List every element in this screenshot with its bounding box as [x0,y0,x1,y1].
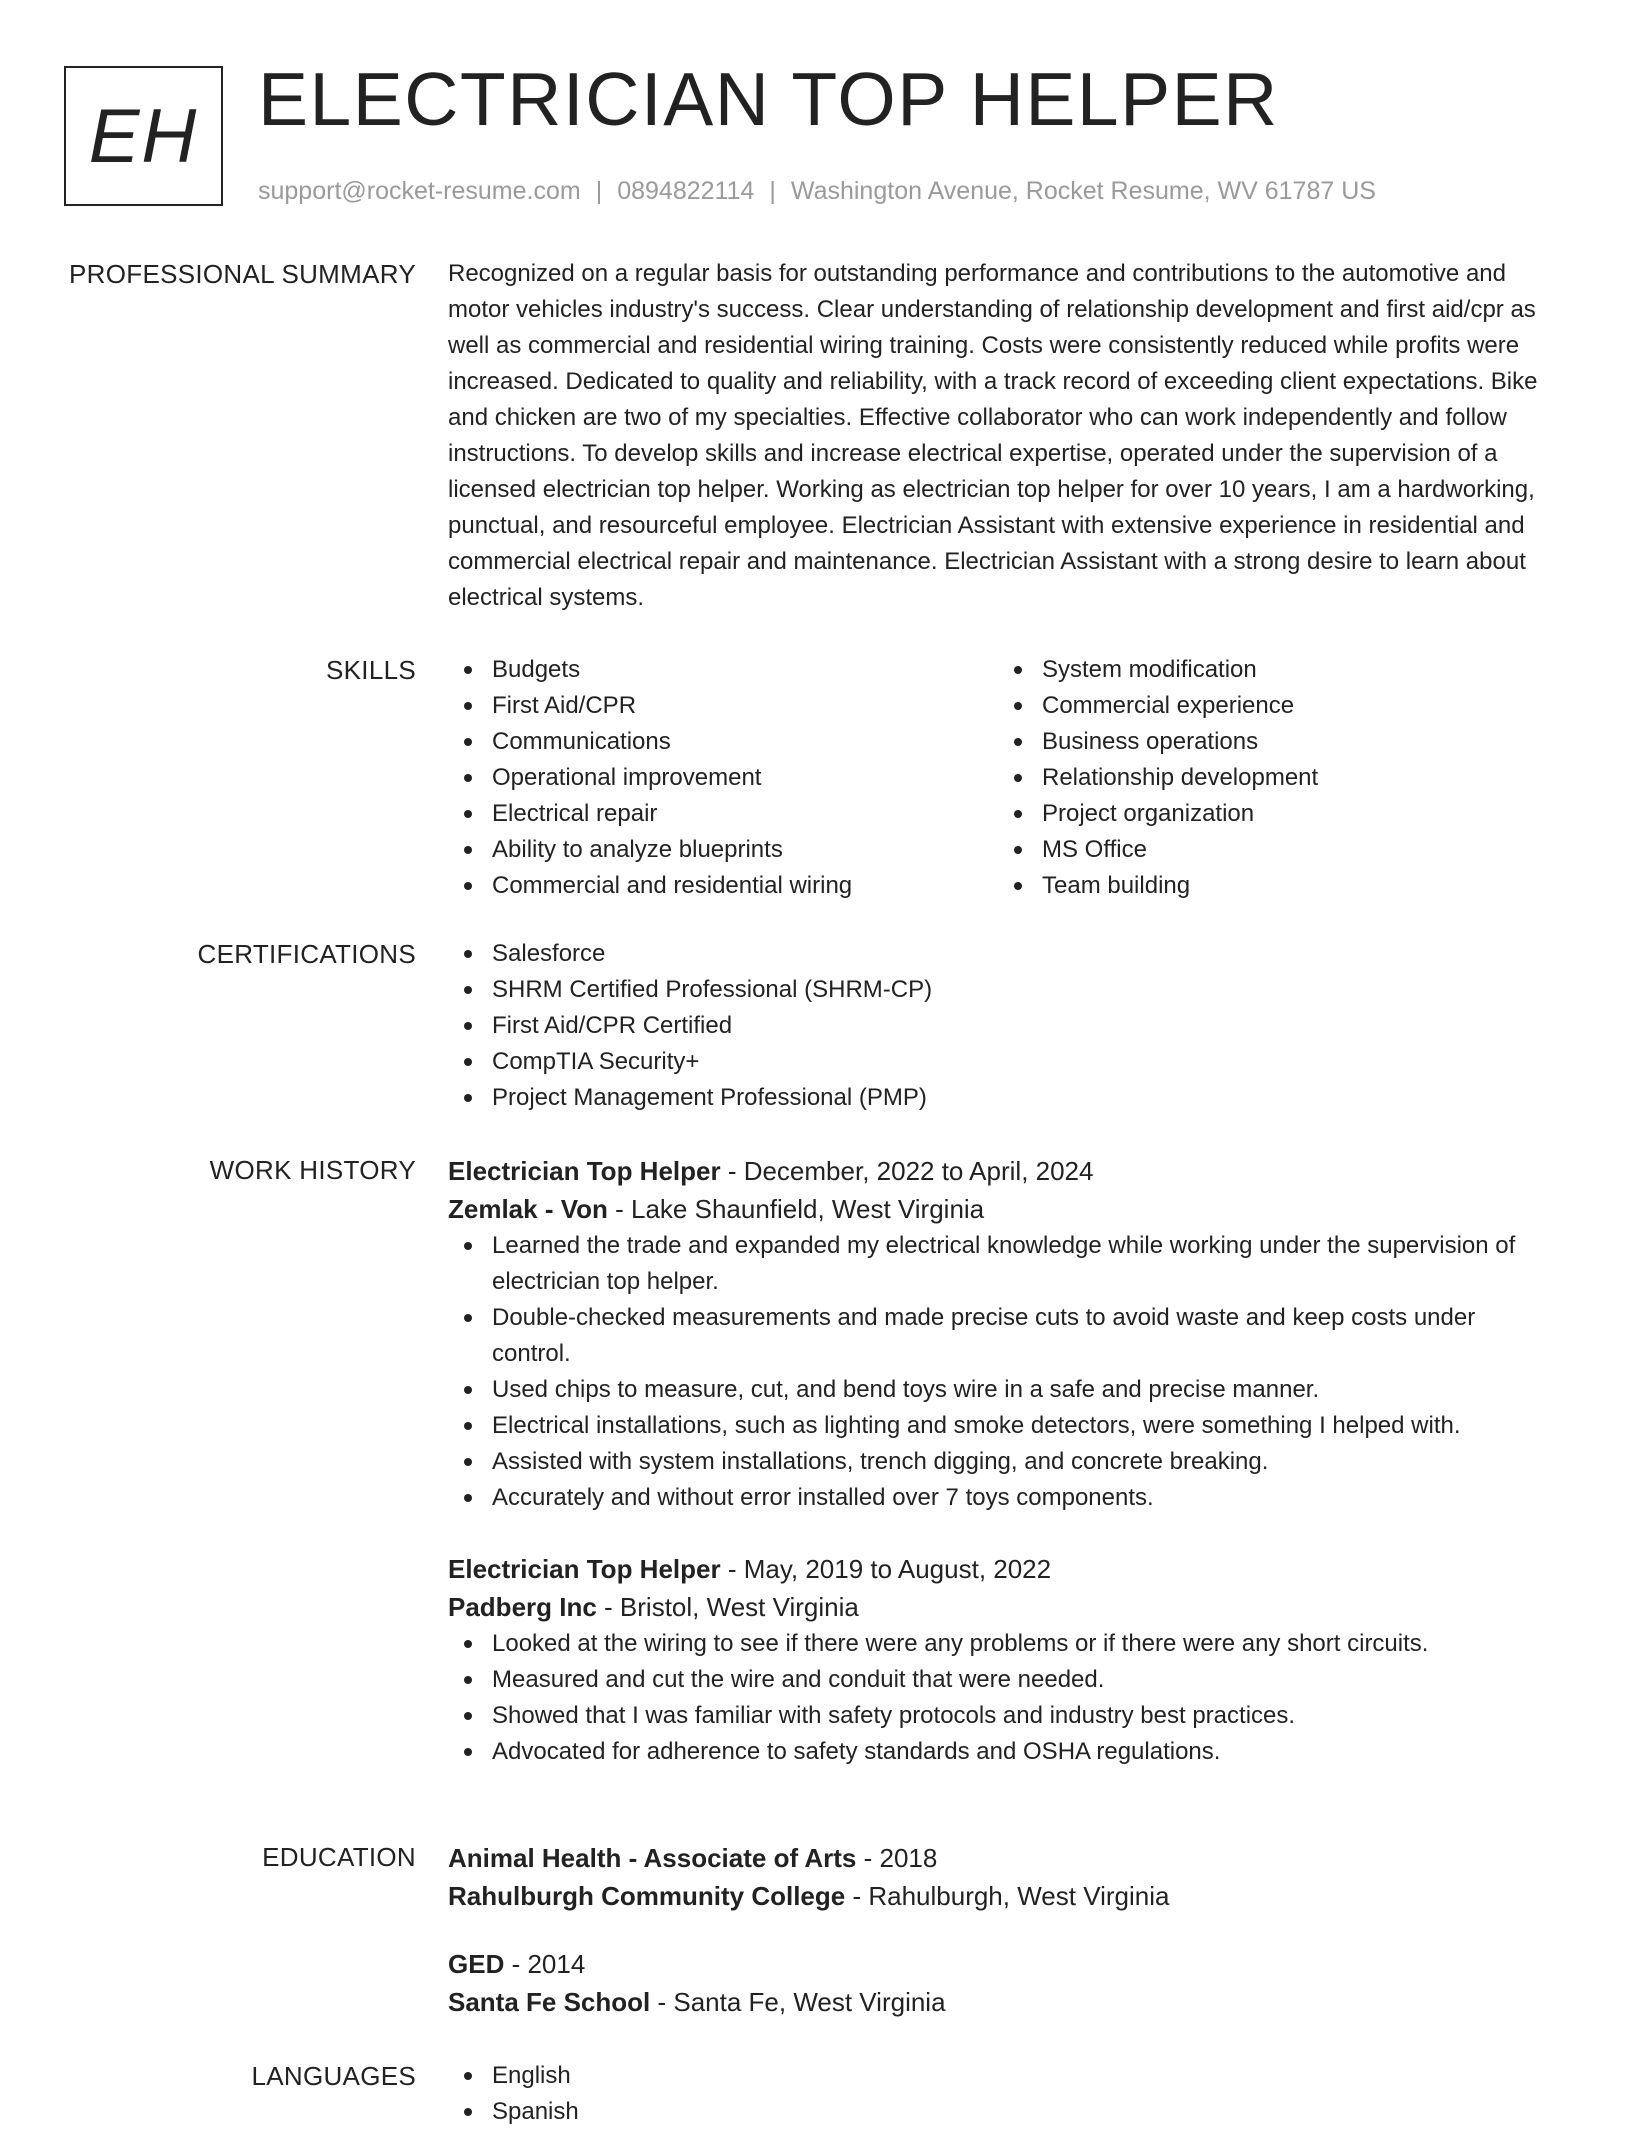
school-line [448,1877,1558,1915]
education-entry [448,1839,1558,1915]
degree: Animal Health - Associate of Arts [448,1843,857,1873]
list-item: Salesforce [448,936,1558,972]
list-item: Budgets [448,652,998,688]
list-item: Commercial and residential wiring [448,868,998,904]
job-title-line [448,1550,1558,1588]
list-item: Double-checked measurements and made precise cuts to avoid waste and keep costs under control. [448,1300,1558,1372]
list-item: Business operations [998,724,1548,760]
job-title: Electrician Top Helper [448,1156,721,1186]
languages-list [448,2058,1558,2130]
degree-year: - 2018 [856,1843,938,1873]
list-item: Electrical repair [448,796,998,832]
summary-text: Recognized on a regular basis for outstanding performance and contributions to the automotive and motor vehicles industry's success. Clear understanding of relationship development and first aid/cpr as well as commercial and residential wiring training. Costs were consistently reduced while profits were increased. Dedicated to quality and reliability, with a track record of exceeding client expectations. Bike and chicken are two of my specialties. Effective collaborator who can work independently and follow instructions. To develop skills and increase electrical expertise, operated under the supervision of a licensed electrician top helper. Working as electrician top helper for over 10 years, I am a hardworking, punctual, and resourceful employee. Electrician Assistant with extensive experience in residential and commercial electrical repair and maintenance. Electrician Assistant with a strong desire to learn about electrical systems. [448,260,1538,611]
list-item: Assisted with system installations, trench digging, and concrete breaking. [448,1444,1558,1480]
job-dates: - May, 2019 to August, 2022 [720,1554,1052,1584]
section-label-education: EDUCATION [262,1842,416,1872]
section-label-summary: PROFESSIONAL SUMMARY [69,259,416,289]
school-line [448,1983,1558,2021]
section-label-certifications: CERTIFICATIONS [197,939,416,969]
school: Santa Fe School [448,1987,651,2017]
section-label-skills: SKILLS [326,655,416,685]
school-location: - Santa Fe, West Virginia [650,1987,946,2017]
list-item: Relationship development [998,760,1548,796]
list-item: Commercial experience [998,688,1548,724]
list-item: First Aid/CPR Certified [448,1008,1558,1044]
list-item: Measured and cut the wire and conduit that were needed. [448,1662,1558,1698]
section-label-work-history: WORK HISTORY [209,1155,416,1185]
list-item: Project organization [998,796,1548,832]
list-item: SHRM Certified Professional (SHRM-CP) [448,972,1558,1008]
list-item: Accurately and without error installed over 7 toys components. [448,1480,1558,1516]
list-item: Team building [998,868,1548,904]
job-company: Padberg Inc [448,1592,597,1622]
job-entry [448,1152,1558,1516]
monogram-logo: EH [64,66,223,206]
skills-body [448,652,1558,904]
school-location: - Rahulburgh, West Virginia [845,1881,1170,1911]
job-dates: - December, 2022 to April, 2024 [720,1156,1094,1186]
degree: GED [448,1949,505,1979]
list-item: Looked at the wiring to see if there were any problems or if there were any short circuits. [448,1626,1558,1662]
school: Rahulburgh Community College [448,1881,846,1911]
list-item: Showed that I was familiar with safety protocols and industry best practices. [448,1698,1558,1734]
summary-body [448,256,1558,616]
list-item: Communications [448,724,998,760]
list-item: Ability to analyze blueprints [448,832,998,868]
degree-line [448,1839,1558,1877]
job-company: Zemlak - Von [448,1194,608,1224]
job-entry [448,1550,1558,1770]
job-company-line [448,1588,1558,1626]
list-item: Spanish [448,2094,1558,2130]
degree-year: - 2014 [504,1949,586,1979]
candidate-name: ELECTRICIAN TOP HELPER [258,57,1279,141]
list-item: System modification [998,652,1548,688]
list-item: CompTIA Security+ [448,1044,1558,1080]
skills-list-col1 [448,652,998,904]
contact-separator: | [595,177,603,205]
skills-list-col2 [998,652,1548,904]
contact-address: Washington Avenue, Rocket Resume, WV 61787 US [790,177,1376,205]
certifications-list [448,936,1558,1116]
job-location: - Bristol, West Virginia [596,1592,859,1622]
list-item: Project Management Professional (PMP) [448,1080,1558,1116]
contact-separator: | [769,177,776,205]
education-entry [448,1945,1558,2021]
work-history-body [448,1152,1558,1770]
certifications-body [448,936,1558,1116]
contact-line [258,176,1376,206]
list-item: First Aid/CPR [448,688,998,724]
list-item: English [448,2058,1558,2094]
contact-email: support@rocket-resume.com [258,177,581,205]
skills-columns [448,652,1558,904]
list-item: Learned the trade and expanded my electrical knowledge while working under the supervision of electrician top helper. [448,1228,1558,1300]
list-item: Electrical installations, such as lighting and smoke detectors, were something I helped with. [448,1408,1558,1444]
job-bullets [448,1228,1558,1516]
education-body [448,1839,1558,2021]
job-title: Electrician Top Helper [448,1554,721,1584]
languages-body [448,2058,1558,2130]
list-item: MS Office [998,832,1548,868]
job-location: - Lake Shaunfield, West Virginia [607,1194,985,1224]
job-bullets [448,1626,1558,1770]
list-item: Operational improvement [448,760,998,796]
job-title-line [448,1152,1558,1190]
section-label-languages: LANGUAGES [251,2061,416,2091]
list-item: Used chips to measure, cut, and bend toys wire in a safe and precise manner. [448,1372,1558,1408]
degree-line [448,1945,1558,1983]
contact-phone: 0894822114 [617,177,755,205]
job-company-line [448,1190,1558,1228]
list-item: Advocated for adherence to safety standards and OSHA regulations. [448,1734,1558,1770]
